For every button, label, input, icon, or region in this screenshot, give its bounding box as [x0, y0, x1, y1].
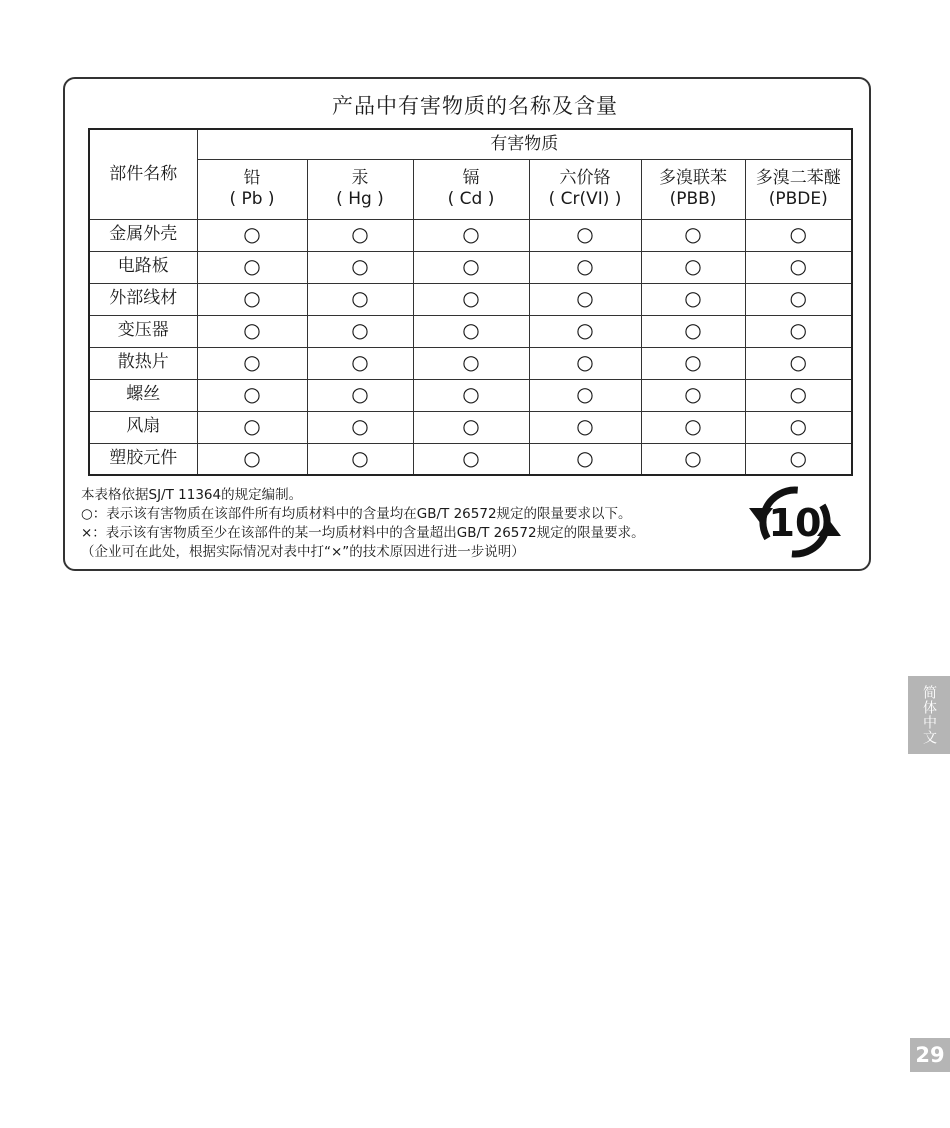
note-line: （企业可在此处，根据实际情况对表中打“×”的技术原因进行进一步说明）	[81, 544, 525, 560]
compliance-cell	[197, 315, 307, 347]
compliance-cell	[197, 411, 307, 443]
substance-header	[413, 159, 529, 219]
compliance-mark: ○	[462, 286, 480, 311]
compliance-cell	[413, 283, 529, 315]
compliance-cell	[641, 347, 745, 379]
compliance-cell	[745, 219, 852, 251]
compliance-cell	[197, 347, 307, 379]
compliance-cell	[307, 379, 413, 411]
compliance-mark: ○	[243, 318, 261, 343]
compliance-mark: ○	[684, 446, 702, 471]
substance-symbol: ( Cd )	[447, 189, 495, 209]
compliance-cell	[413, 219, 529, 251]
compliance-cell	[641, 283, 745, 315]
table-row	[89, 251, 852, 283]
compliance-mark: ○	[243, 222, 261, 247]
compliance-mark: ○	[789, 414, 807, 439]
logo-number: 10	[768, 501, 822, 545]
table-row	[89, 283, 852, 315]
table-row	[89, 411, 852, 443]
compliance-mark: ○	[576, 222, 594, 247]
compliance-cell	[413, 315, 529, 347]
compliance-mark: ○	[684, 254, 702, 279]
compliance-mark: ○	[576, 254, 594, 279]
compliance-mark: ○	[351, 254, 369, 279]
compliance-mark: ○	[789, 446, 807, 471]
substance-header	[307, 159, 413, 219]
compliance-mark: ○	[462, 382, 480, 407]
note-line: ×：表示该有害物质至少在该部件的某一均质材料中的含量超出GB/T 26572规定的限量要求。	[81, 525, 645, 541]
compliance-cell	[529, 315, 641, 347]
page-number: 29	[910, 1038, 950, 1072]
compliance-mark: ○	[462, 350, 480, 375]
substance-header	[745, 159, 852, 219]
compliance-cell	[413, 411, 529, 443]
compliance-cell	[307, 443, 413, 475]
compliance-mark: ○	[684, 286, 702, 311]
substance-symbol: (PBDE)	[768, 189, 828, 209]
compliance-mark: ○	[462, 254, 480, 279]
compliance-cell	[745, 379, 852, 411]
compliance-cell	[641, 219, 745, 251]
compliance-cell	[307, 251, 413, 283]
compliance-mark: ○	[351, 318, 369, 343]
part-name: 散热片	[89, 347, 197, 379]
language-tab[interactable]	[908, 676, 950, 754]
compliance-mark: ○	[576, 286, 594, 311]
compliance-cell	[529, 251, 641, 283]
compliance-mark: ○	[576, 318, 594, 343]
part-name: 风扇	[89, 411, 197, 443]
compliance-mark: ○	[684, 382, 702, 407]
compliance-cell	[641, 443, 745, 475]
compliance-cell	[745, 443, 852, 475]
compliance-cell	[307, 411, 413, 443]
compliance-cell	[413, 251, 529, 283]
substance-name: 镉	[462, 167, 480, 188]
compliance-mark: ○	[243, 254, 261, 279]
substance-symbol: ( Cr(VI) )	[548, 189, 622, 209]
compliance-mark: ○	[576, 382, 594, 407]
compliance-cell	[529, 283, 641, 315]
compliance-mark: ○	[351, 446, 369, 471]
substance-header	[529, 159, 641, 219]
compliance-cell	[197, 283, 307, 315]
compliance-mark: ○	[462, 414, 480, 439]
compliance-cell	[745, 411, 852, 443]
compliance-mark: ○	[576, 414, 594, 439]
compliance-mark: ○	[462, 222, 480, 247]
compliance-mark: ○	[684, 222, 702, 247]
compliance-mark: ○	[789, 286, 807, 311]
table-row	[89, 443, 852, 475]
compliance-cell	[641, 411, 745, 443]
substance-symbol: ( Hg )	[336, 189, 384, 209]
compliance-mark: ○	[243, 446, 261, 471]
substance-name: 多溴联苯	[659, 167, 727, 188]
compliance-cell	[745, 251, 852, 283]
part-name-header: 部件名称	[89, 129, 197, 219]
compliance-mark: ○	[462, 446, 480, 471]
part-name: 塑胶元件	[89, 443, 197, 475]
compliance-cell	[413, 443, 529, 475]
compliance-mark: ○	[789, 382, 807, 407]
table-row	[89, 347, 852, 379]
compliance-cell	[641, 315, 745, 347]
substance-name: 多溴二苯醚	[755, 167, 841, 188]
compliance-cell	[197, 251, 307, 283]
substance-name: 铅	[243, 167, 261, 188]
compliance-mark: ○	[789, 254, 807, 279]
compliance-mark: ○	[351, 286, 369, 311]
compliance-mark: ○	[684, 318, 702, 343]
compliance-cell	[529, 379, 641, 411]
notes	[81, 486, 645, 562]
substance-header	[641, 159, 745, 219]
compliance-mark: ○	[243, 286, 261, 311]
note-line: ○：表示该有害物质在该部件所有均质材料中的含量均在GB/T 26572规定的限量要求以下。	[81, 506, 632, 522]
compliance-cell	[529, 347, 641, 379]
compliance-mark: ○	[351, 382, 369, 407]
efup-10-logo-icon	[745, 480, 845, 564]
substance-symbol: ( Pb )	[229, 189, 275, 209]
compliance-cell	[529, 219, 641, 251]
part-name: 变压器	[89, 315, 197, 347]
compliance-cell	[641, 379, 745, 411]
compliance-cell	[307, 283, 413, 315]
table-row	[89, 379, 852, 411]
compliance-cell	[413, 347, 529, 379]
compliance-cell	[529, 443, 641, 475]
hazardous-substance-table	[88, 128, 853, 476]
compliance-cell	[745, 315, 852, 347]
compliance-mark: ○	[243, 350, 261, 375]
compliance-mark: ○	[243, 414, 261, 439]
compliance-mark: ○	[789, 350, 807, 375]
table-row	[89, 315, 852, 347]
compliance-cell	[307, 315, 413, 347]
compliance-cell	[307, 347, 413, 379]
compliance-mark: ○	[351, 222, 369, 247]
compliance-cell	[745, 283, 852, 315]
compliance-mark: ○	[789, 318, 807, 343]
page-title: 产品中有害物质的名称及含量	[332, 94, 618, 118]
part-name: 电路板	[89, 251, 197, 283]
substance-header	[197, 159, 307, 219]
compliance-mark: ○	[576, 350, 594, 375]
compliance-cell	[641, 251, 745, 283]
substance-symbol: (PBB)	[669, 189, 717, 209]
part-name: 外部线材	[89, 283, 197, 315]
table-row	[89, 219, 852, 251]
compliance-cell	[413, 379, 529, 411]
compliance-mark: ○	[351, 350, 369, 375]
compliance-mark: ○	[576, 446, 594, 471]
compliance-cell	[529, 411, 641, 443]
substance-name: 汞	[351, 167, 369, 188]
note-line: 本表格依据SJ/T 11364的规定编制。	[81, 487, 303, 503]
compliance-cell	[197, 219, 307, 251]
substance-group-header: 有害物质	[197, 129, 852, 159]
part-name: 螺丝	[89, 379, 197, 411]
compliance-mark: ○	[684, 350, 702, 375]
part-name: 金属外壳	[89, 219, 197, 251]
compliance-cell	[307, 219, 413, 251]
compliance-cell	[197, 443, 307, 475]
compliance-mark: ○	[789, 222, 807, 247]
compliance-mark: ○	[243, 382, 261, 407]
compliance-cell	[745, 347, 852, 379]
compliance-mark: ○	[684, 414, 702, 439]
substance-name: 六价铬	[559, 167, 611, 188]
compliance-cell	[197, 379, 307, 411]
compliance-mark: ○	[351, 414, 369, 439]
compliance-mark: ○	[462, 318, 480, 343]
language-tab-label: 简体中文	[921, 685, 937, 745]
